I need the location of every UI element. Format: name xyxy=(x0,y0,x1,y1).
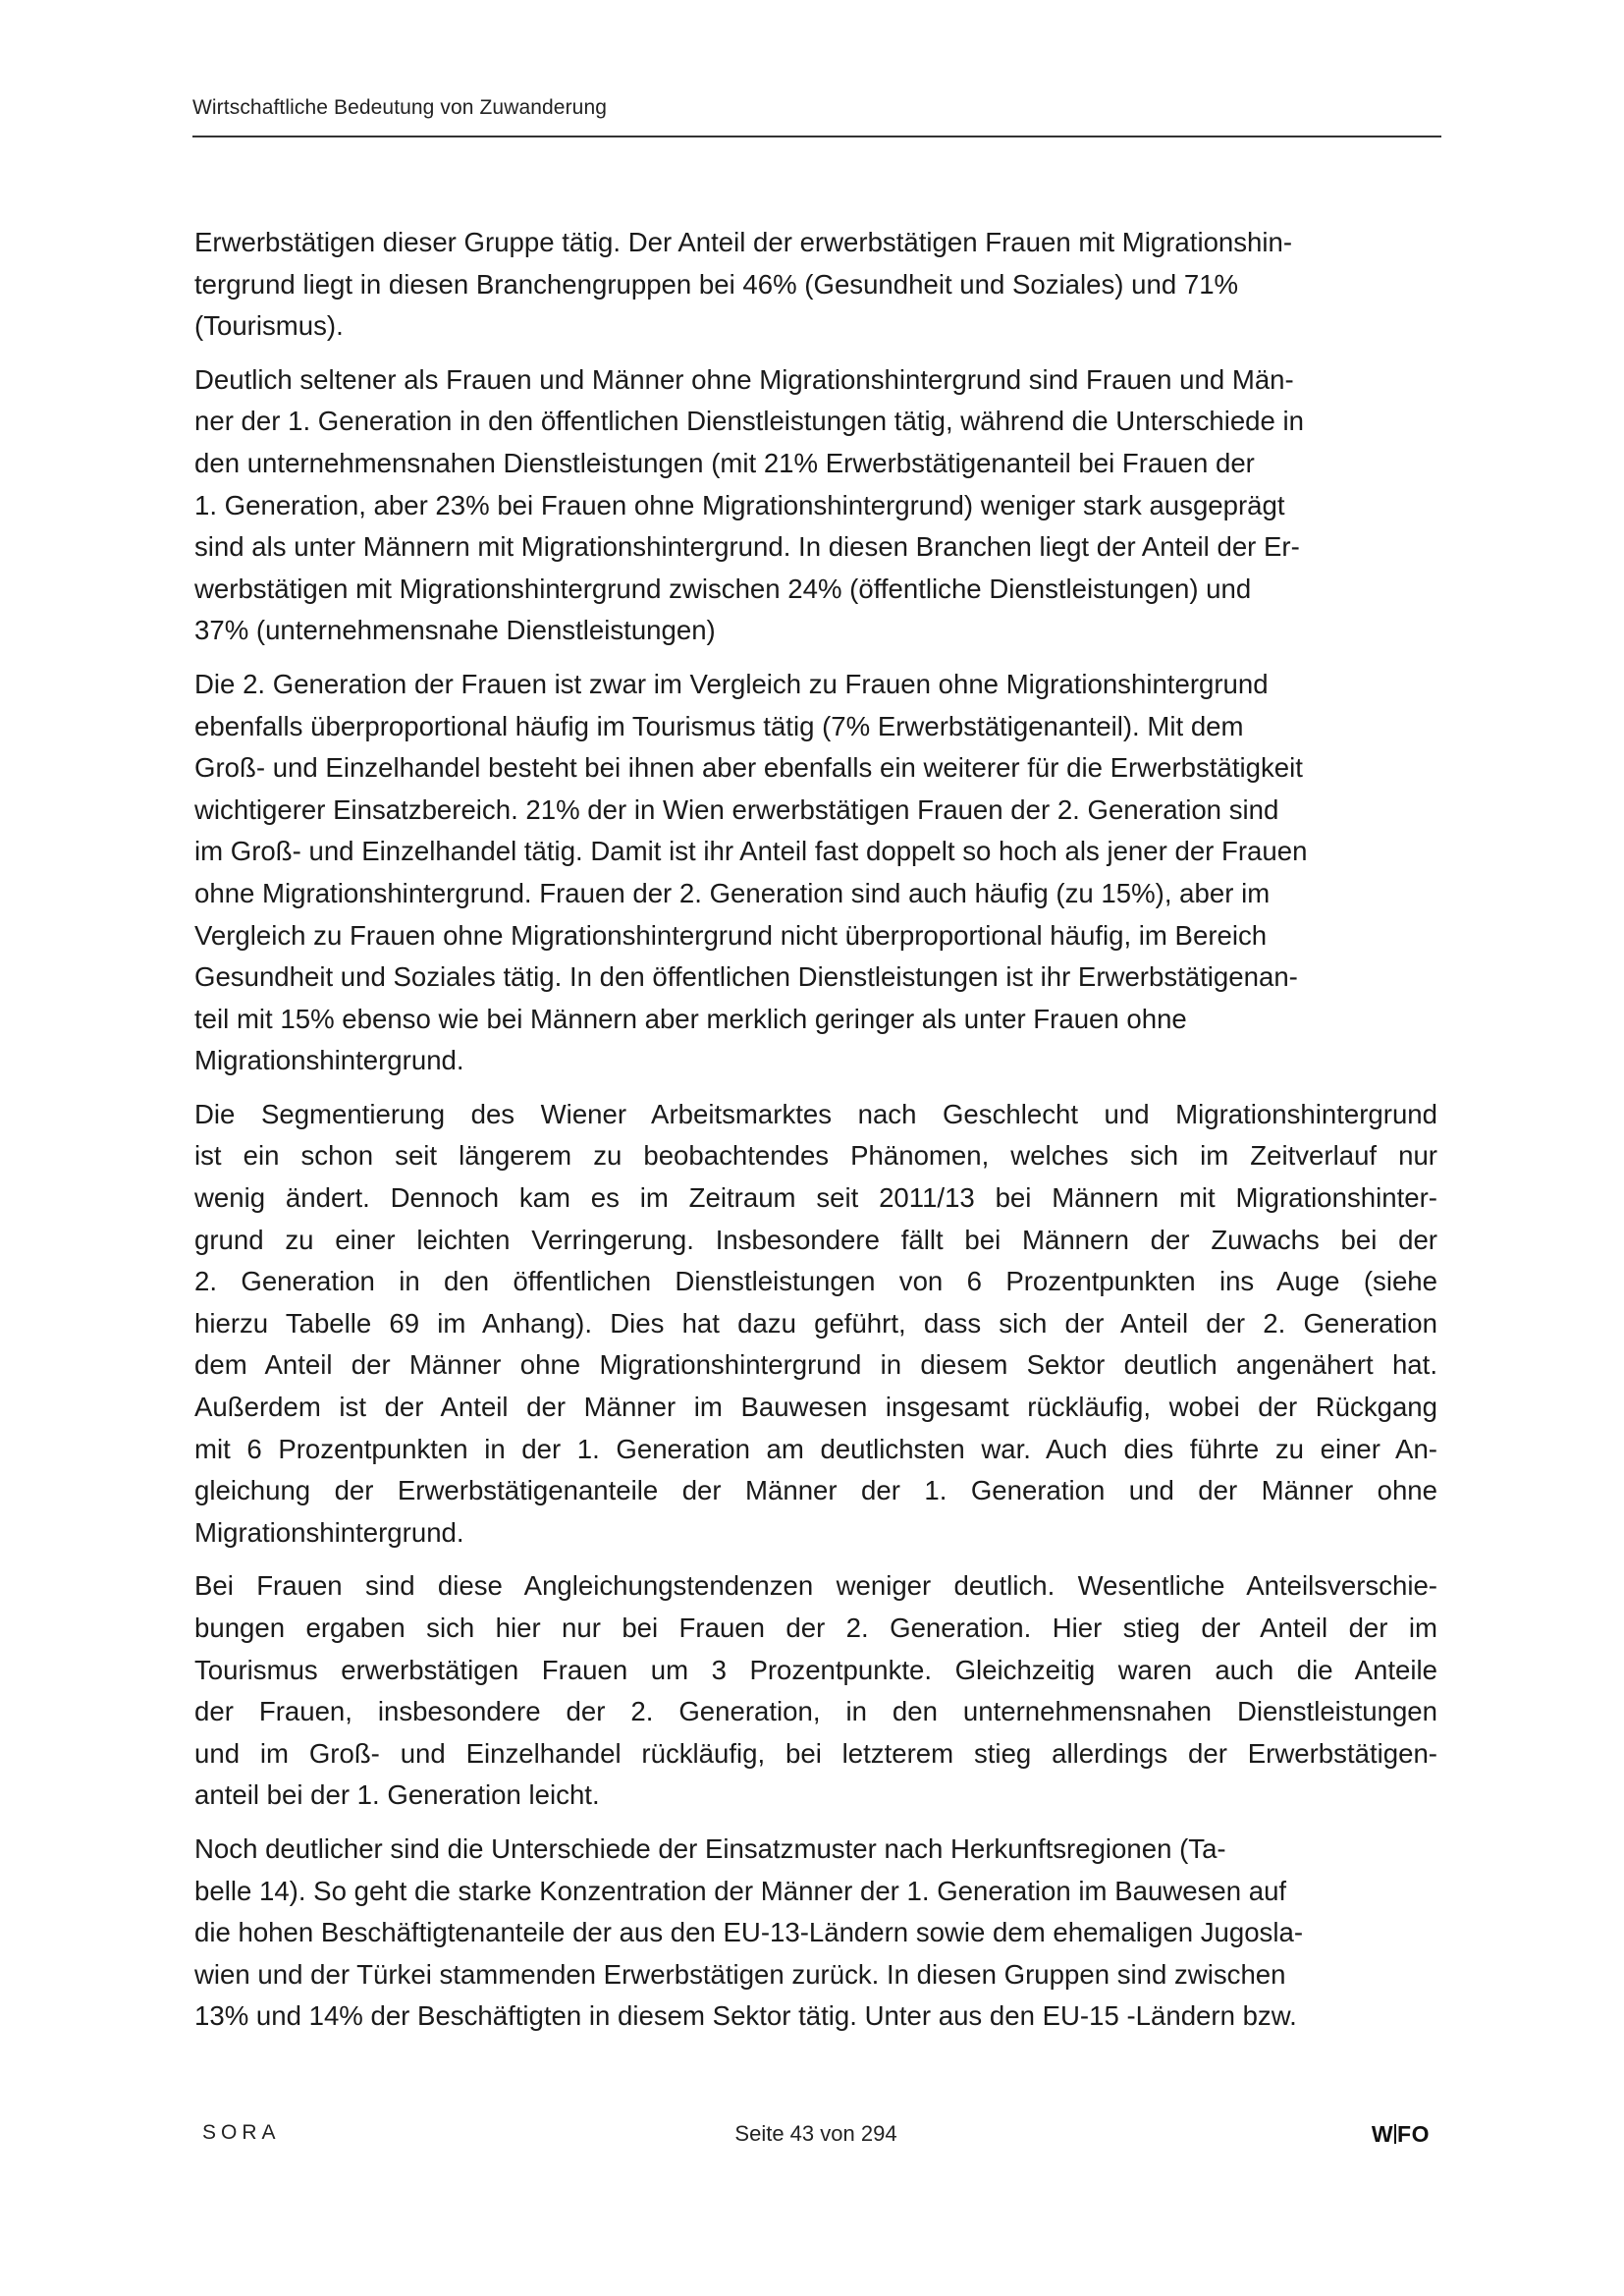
sora-logo: SORA xyxy=(202,2121,281,2144)
paragraph xyxy=(194,359,1437,652)
paragraph xyxy=(194,664,1437,1082)
paragraph xyxy=(194,1094,1437,1555)
text-line: Noch deutlicher sind die Unterschiede der Einsatzmuster nach Herkunftsregionen (Ta- xyxy=(194,1832,1226,1864)
text-line: (Tourismus). xyxy=(194,310,344,342)
text-line: Migrationshintergrund. xyxy=(194,1045,464,1076)
text-line: dem Anteil der Männer ohne Migrationshintergrund in diesem Sektor deutlich angenähert hat. xyxy=(194,1349,1437,1381)
text-line: wichtigerer Einsatzbereich. 21% der in Wien erwerbstätigen Frauen der 2. Generation sind xyxy=(194,793,1279,825)
text-line: die hohen Beschäftigtenanteile der aus den EU-13-Ländern sowie dem ehemaligen Jugosla- xyxy=(194,1917,1304,1948)
text-line: ist ein schon seit längerem zu beobachtendes Phänomen, welches sich im Zeitverlauf nur xyxy=(194,1140,1437,1172)
text-line: Bei Frauen sind diese Angleichungstendenzen weniger deutlich. Wesentliche Anteilsverschie- xyxy=(194,1570,1437,1602)
text-line: hierzu Tabelle 69 im Anhang). Dies hat dazu geführt, dass sich der Anteil der 2. Generation xyxy=(194,1307,1437,1339)
text-line: ebenfalls überproportional häufig im Tourismus tätig (7% Erwerbstätigenanteil). Mit dem xyxy=(194,710,1244,741)
text-line: teil mit 15% ebenso wie bei Männern aber merklich geringer als unter Frauen ohne xyxy=(194,1003,1187,1034)
text-line: ner der 1. Generation in den öffentlichen Dienstleistungen tätig, während die Unterschiede in xyxy=(194,406,1305,437)
paragraph xyxy=(194,222,1437,348)
text-line: den unternehmensnahen Dienstleistungen (mit 21% Erwerbstätigenanteil bei Frauen der xyxy=(194,447,1255,478)
wifo-logo-part: FO xyxy=(1397,2121,1430,2147)
wifo-logo-part: W xyxy=(1371,2121,1394,2147)
text-line: Vergleich zu Frauen ohne Migrationshintergrund nicht überproportional häufig, im Bereich xyxy=(194,919,1268,951)
text-line: und im Groß- und Einzelhandel rückläufig, bei letzterem stieg allerdings der Erwerbstätigen- xyxy=(194,1737,1437,1769)
wifo-logo xyxy=(1372,2121,1430,2148)
running-header: Wirtschaftliche Bedeutung von Zuwanderung xyxy=(192,96,608,119)
text-line: Tourismus erwerbstätigen Frauen um 3 Prozentpunkte. Gleichzeitig waren auch die Anteile xyxy=(194,1654,1437,1685)
page-number: Seite 43 von 294 xyxy=(734,2121,897,2146)
text-line: bungen ergaben sich hier nur bei Frauen der 2. Generation. Hier stieg der Anteil der im xyxy=(194,1613,1437,1643)
text-line: Groß- und Einzelhandel besteht bei ihnen aber ebenfalls ein weiterer für die Erwerbstätigkeit xyxy=(194,752,1303,784)
text-line: mit 6 Prozentpunkten in der 1. Generation am deutlichsten war. Auch dies führte zu einer An- xyxy=(194,1433,1437,1464)
page-footer xyxy=(194,2121,1437,2160)
text-line: Migrationshintergrund. xyxy=(194,1516,464,1548)
text-line: Deutlich seltener als Frauen und Männer ohne Migrationshintergrund sind Frauen und Män- xyxy=(194,363,1294,395)
text-line: 37% (unternehmensnahe Dienstleistungen) xyxy=(194,615,716,646)
text-line: der Frauen, insbesondere der 2. Generation, in den unternehmensnahen Dienstleistungen xyxy=(194,1696,1437,1727)
text-line: gleichung der Erwerbstätigenanteile der Männer der 1. Generation und der Männer ohne xyxy=(194,1475,1437,1506)
text-line: 1. Generation, aber 23% bei Frauen ohne Migrationshintergrund) weniger stark ausgeprägt xyxy=(194,489,1285,520)
paragraph xyxy=(194,1565,1437,1817)
text-line: 13% und 14% der Beschäftigten in diesem Sektor tätig. Unter aus den EU-15 -Ländern bzw. xyxy=(194,2000,1297,2032)
text-line: sind als unter Männern mit Migrationshintergrund. In diesen Branchen liegt der Anteil der Er- xyxy=(194,531,1300,563)
body-text xyxy=(194,222,1437,2050)
text-line: grund zu einer leichten Verringerung. Insbesondere fällt bei Männern der Zuwachs bei der xyxy=(194,1224,1437,1255)
text-line: ohne Migrationshintergrund. Frauen der 2. Generation sind auch häufig (zu 15%), aber im xyxy=(194,877,1271,908)
text-line: tergrund liegt in diesen Branchengruppen bei 46% (Gesundheit und Soziales) und 71% xyxy=(194,268,1239,300)
text-line: im Groß- und Einzelhandel tätig. Damit ist ihr Anteil fast doppelt so hoch als jener der Frauen xyxy=(194,836,1308,867)
text-line: Gesundheit und Soziales tätig. In den öffentlichen Dienstleistungen ist ihr Erwerbstätigenan- xyxy=(194,961,1298,993)
text-line: wien und der Türkei stammenden Erwerbstätigen zurück. In diesen Gruppen sind zwischen xyxy=(194,1958,1286,1990)
text-line: Die 2. Generation der Frauen ist zwar im Vergleich zu Frauen ohne Migrationshintergrund xyxy=(194,668,1269,699)
paragraph xyxy=(194,1829,1437,2038)
text-line: belle 14). So geht die starke Konzentration der Männer der 1. Generation im Bauwesen auf xyxy=(194,1875,1287,1906)
text-line: werbstätigen mit Migrationshintergrund zwischen 24% (öffentliche Dienstleistungen) und xyxy=(194,573,1252,604)
wifo-logo-bar xyxy=(1394,2124,1396,2144)
header-divider xyxy=(192,136,1441,137)
text-line: anteil bei der 1. Generation leicht. xyxy=(194,1779,600,1811)
text-line: wenig ändert. Dennoch kam es im Zeitraum seit 2011/13 bei Männern mit Migrationshinter- xyxy=(194,1182,1437,1214)
text-line: Die Segmentierung des Wiener Arbeitsmarktes nach Geschlecht und Migrationshintergrund xyxy=(194,1098,1437,1129)
text-line: 2. Generation in den öffentlichen Dienstleistungen von 6 Prozentpunkten ins Auge (siehe xyxy=(194,1266,1437,1297)
text-line: Außerdem ist der Anteil der Männer im Bauwesen insgesamt rückläufig, wobei der Rückgang xyxy=(194,1392,1437,1423)
text-line: Erwerbstätigen dieser Gruppe tätig. Der Anteil der erwerbstätigen Frauen mit Migrationshin- xyxy=(194,227,1293,257)
